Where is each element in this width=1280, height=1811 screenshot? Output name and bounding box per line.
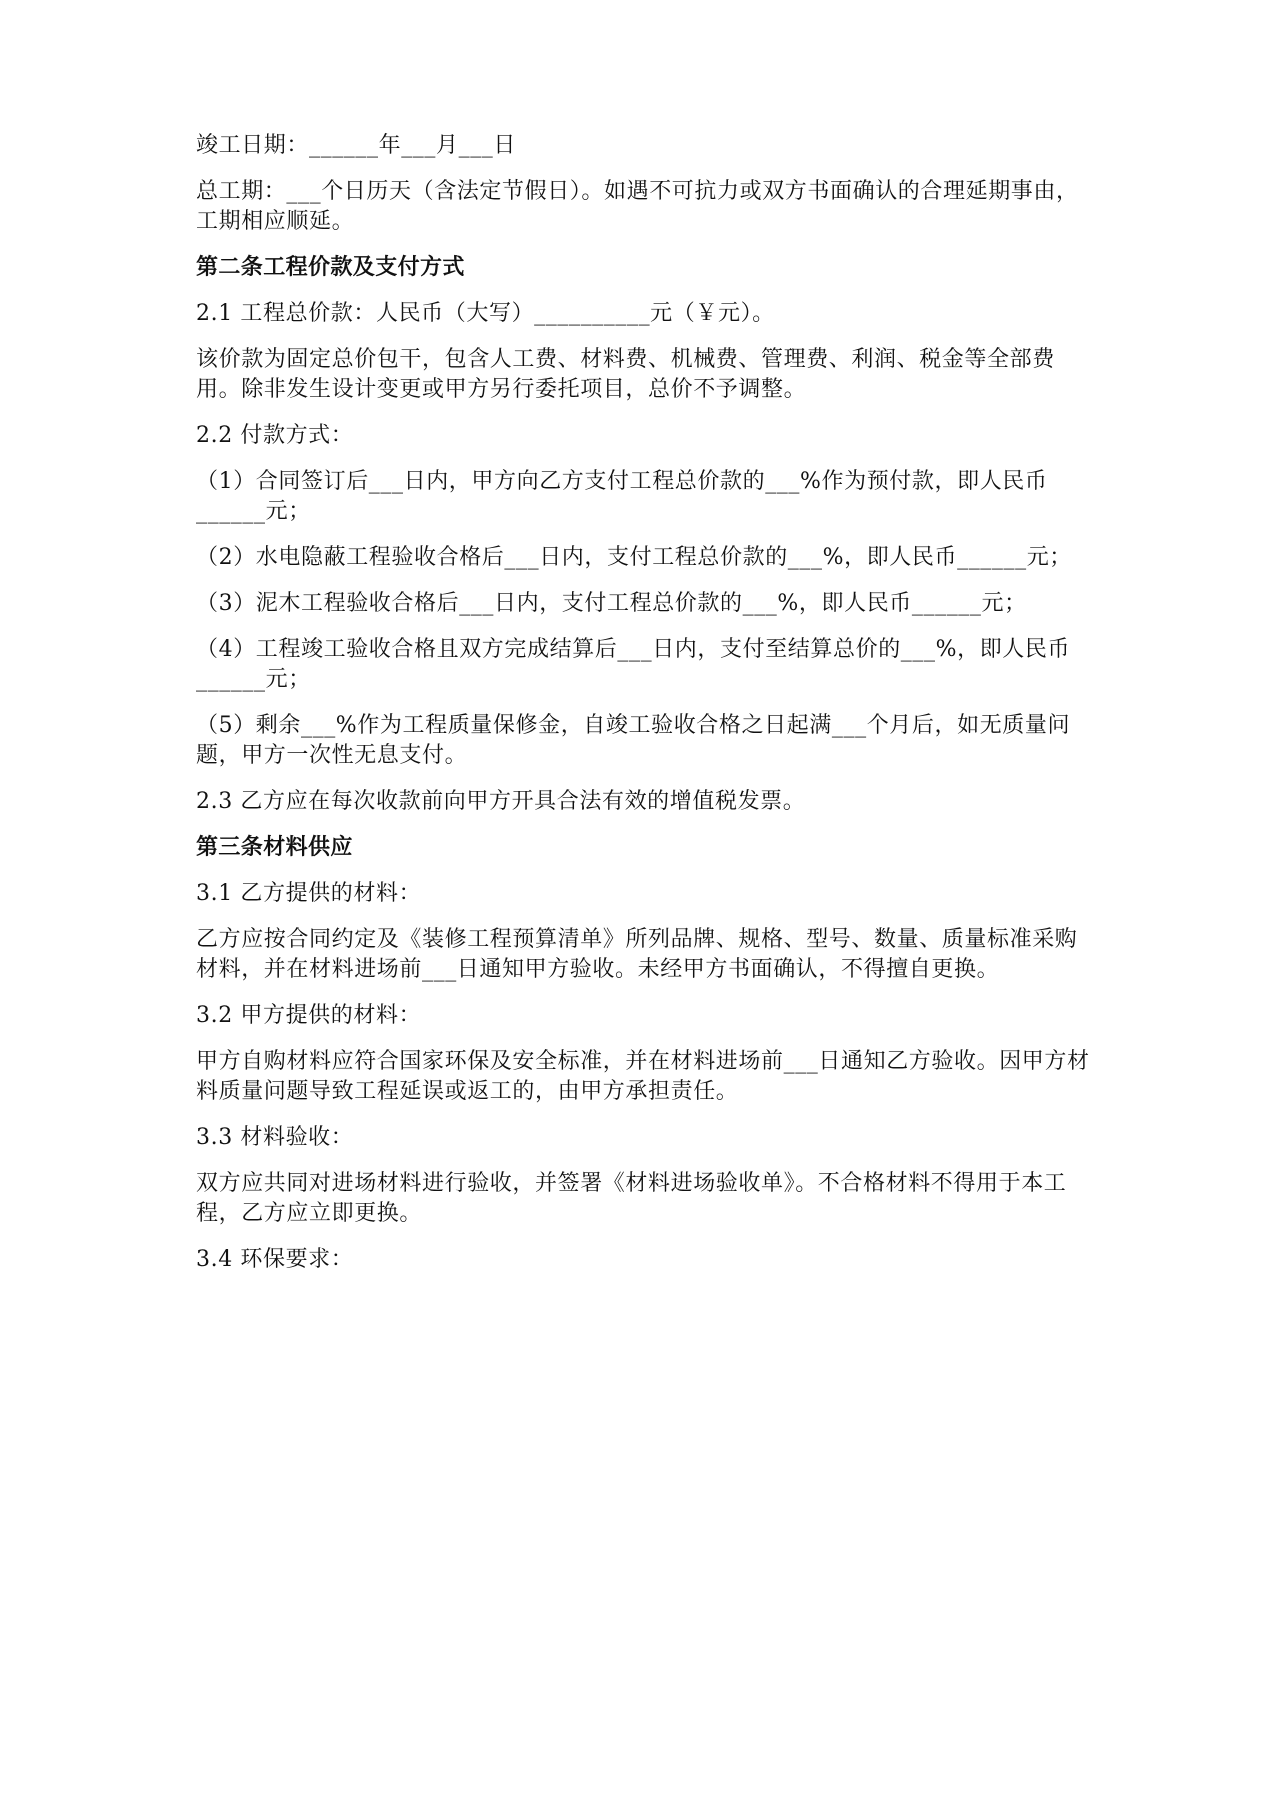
section-heading-article-2: 第二条工程价款及支付方式 <box>196 255 465 280</box>
clause-2-2: 2.2 付款方式： <box>196 423 354 448</box>
clause-3-3: 3.3 材料验收： <box>196 1125 354 1150</box>
clause-3-2-body: 甲方自购材料应符合国家环保及安全标准，并在材料进场前___日通知乙方验收。因甲方材料质量问题导致工程延误或返工的，由甲方承担责任。 <box>196 1049 1090 1104</box>
payment-item-5: （5）剩余___%作为工程质量保修金，自竣工验收合格之日起满___个月后，如无质量问题，甲方一次性无息支付。 <box>196 713 1071 768</box>
payment-item-2: （2）水电隐蔽工程验收合格后___日内，支付工程总价款的___%，即人民币______元； <box>196 545 1072 570</box>
clause-3-3-body: 双方应共同对进场材料进行验收，并签署《材料进场验收单》。不合格材料不得用于本工程，乙方应立即更换。 <box>196 1171 1067 1226</box>
clause-3-1-body: 乙方应按合同约定及《装修工程预算清单》所列品牌、规格、型号、数量、质量标准采购材料，并在材料进场前___日通知甲方验收。未经甲方书面确认，不得擅自更换。 <box>196 927 1078 982</box>
payment-item-4: （4）工程竣工验收合格且双方完成结算后___日内，支付至结算总价的___%，即人民币______元； <box>196 637 1071 692</box>
document-body <box>196 131 1094 1291</box>
completion-date-line: 竣工日期：______年___月___日 <box>196 133 517 158</box>
payment-item-1: （1）合同签订后___日内，甲方向乙方支付工程总价款的___%作为预付款，即人民币______元； <box>196 469 1048 524</box>
clause-3-2: 3.2 甲方提供的材料： <box>196 1003 422 1028</box>
payment-item-3: （3）泥木工程验收合格后___日内，支付工程总价款的___%，即人民币______元； <box>196 591 1027 616</box>
price-description-paragraph: 该价款为固定总价包干，包含人工费、材料费、机械费、管理费、利润、税金等全部费用。除非发生设计变更或甲方另行委托项目，总价不予调整。 <box>196 347 1055 402</box>
section-heading-article-3: 第三条材料供应 <box>196 835 353 860</box>
total-duration-paragraph: 总工期：___个日历天（含法定节假日）。如遇不可抗力或双方书面确认的合理延期事由，工期相应顺延。 <box>196 179 1079 234</box>
clause-2-3: 2.3 乙方应在每次收款前向甲方开具合法有效的增值税发票。 <box>196 789 806 814</box>
clause-2-1: 2.1 工程总价款：人民币（大写）__________元（￥元）。 <box>196 301 775 326</box>
clause-3-4: 3.4 环保要求： <box>196 1247 354 1272</box>
clause-3-1: 3.1 乙方提供的材料： <box>196 881 422 906</box>
